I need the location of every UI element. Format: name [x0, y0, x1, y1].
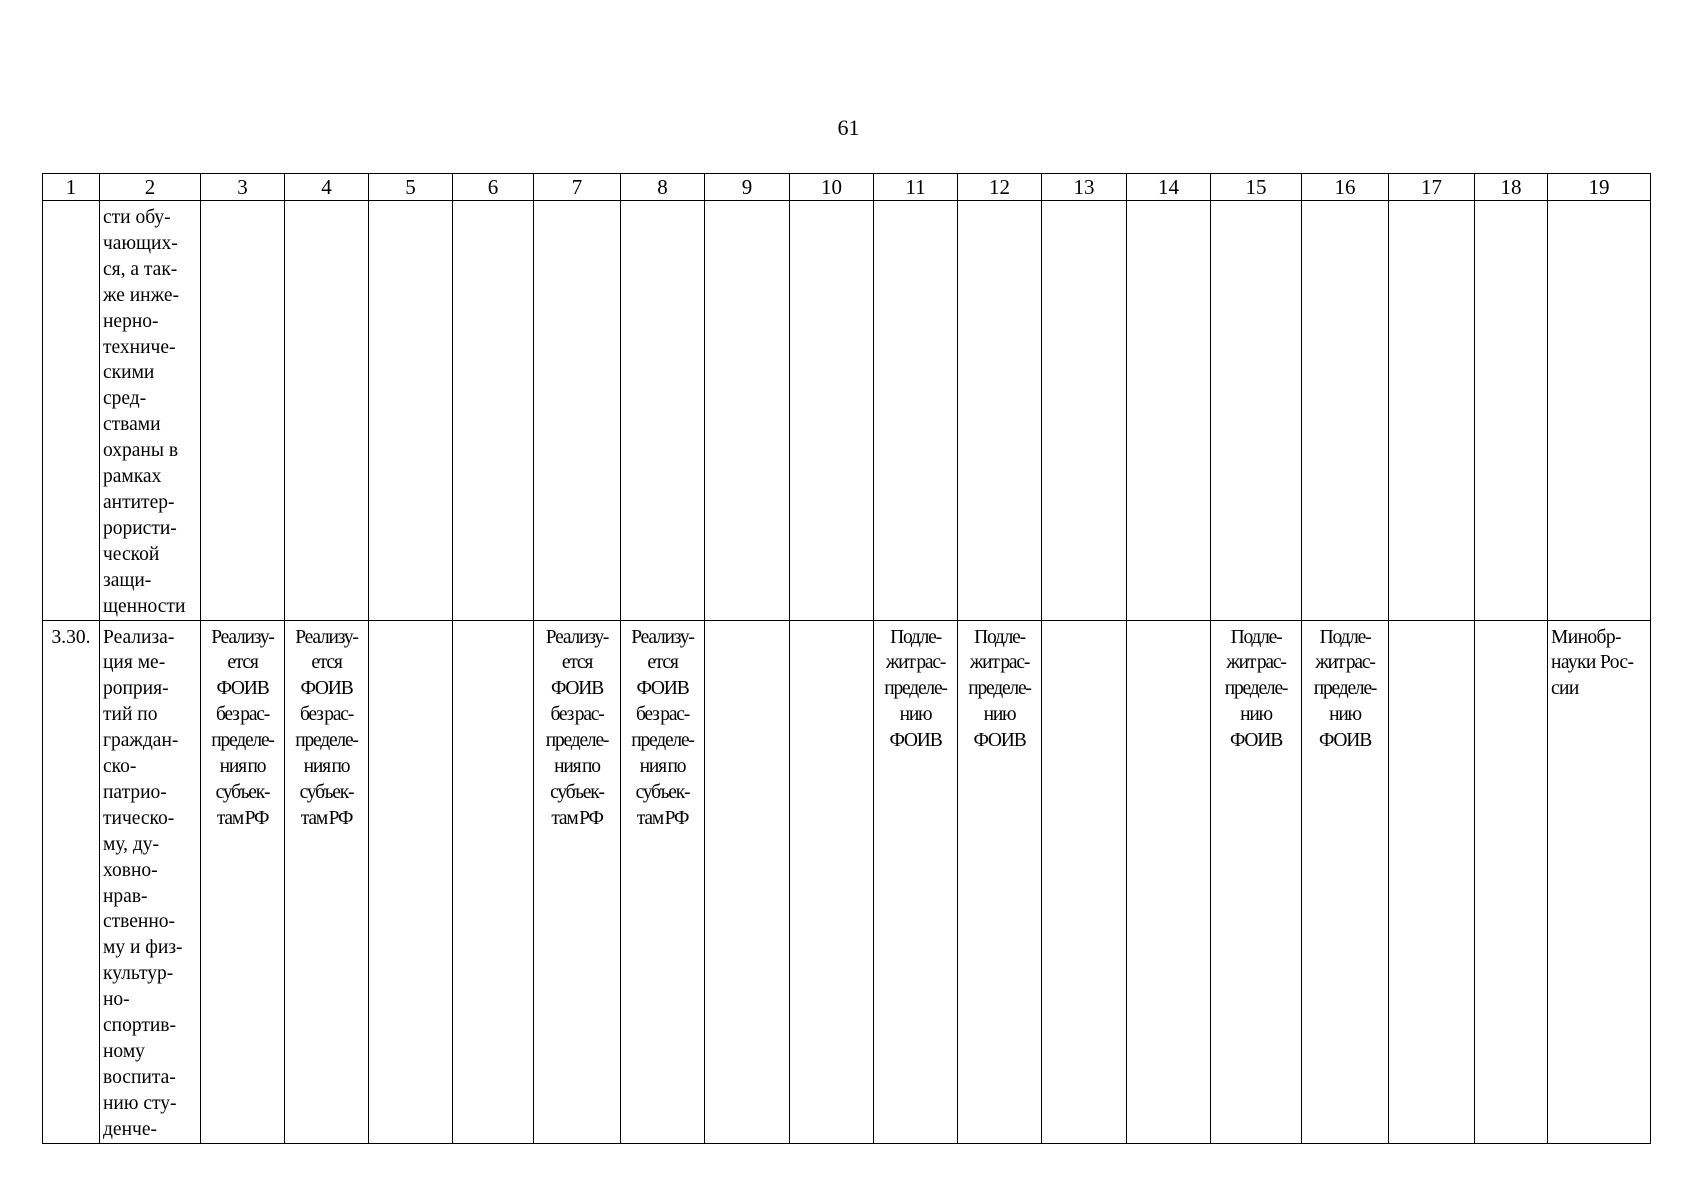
- table-cell: [705, 620, 790, 1143]
- cell-text-line: сред-: [103, 388, 147, 410]
- table-cell: [369, 620, 453, 1143]
- cell-text-line: пределе-: [295, 730, 358, 752]
- cell-text-line: техниче-: [103, 336, 176, 358]
- cell-text-line: ФОИВ: [1229, 730, 1282, 752]
- cell-text-line: там РФ: [551, 807, 603, 829]
- cell-text-line: ному: [103, 1041, 145, 1062]
- cell-text-line: без рас-: [299, 704, 354, 726]
- table-cell: [1548, 201, 1651, 621]
- cell-text-line: же инже-: [103, 284, 179, 306]
- table-row: [43, 620, 1651, 1143]
- cell-text-line: тий по: [103, 704, 158, 726]
- table-cell: [43, 201, 100, 621]
- cell-text-line: пределе-: [1224, 678, 1288, 700]
- cell-text-line: щенности: [103, 595, 186, 617]
- cell-text-line: без рас-: [550, 704, 604, 726]
- table-cell-description: [100, 620, 201, 1143]
- table-cell: [621, 620, 705, 1143]
- cell-text-line: пределе-: [545, 730, 609, 752]
- table-cell: [285, 620, 369, 1143]
- table-cell: [874, 620, 958, 1143]
- cell-text-line: Реализу-: [211, 626, 274, 648]
- cell-text-line: ФОИВ: [216, 678, 269, 700]
- cell-text-line: нрав-: [103, 885, 148, 907]
- cell-text-line: тическо-: [103, 807, 175, 829]
- cell-text-line: ния по: [554, 756, 600, 778]
- table-row: [43, 201, 1651, 621]
- cell-text-line: нию: [899, 704, 932, 726]
- table-cell: [1389, 620, 1475, 1143]
- cell-text-line: сии: [1551, 678, 1579, 700]
- column-header: 12: [958, 174, 1042, 201]
- cell-text-line: ся, а так-: [103, 258, 178, 280]
- cell-text-line: субъек-: [299, 781, 354, 803]
- cell-text-line: субъек-: [215, 781, 270, 803]
- cell-text-line: жит рас-: [885, 652, 946, 674]
- column-header: 3: [201, 174, 285, 201]
- data-table: [42, 173, 1651, 1144]
- column-header: 17: [1389, 174, 1475, 201]
- table-cell: [1475, 201, 1548, 621]
- cell-text-line: му и физ-: [103, 937, 183, 959]
- cell-text-line: ческой: [103, 543, 160, 565]
- column-header: 9: [705, 174, 790, 201]
- column-header: 11: [874, 174, 958, 201]
- cell-text-line: скими: [103, 362, 155, 384]
- cell-text-line: пределе-: [211, 730, 274, 752]
- cell-text-line: ФОИВ: [300, 678, 353, 700]
- table-cell: [1302, 201, 1389, 621]
- cell-text-line: антитер-: [103, 491, 175, 513]
- cell-text-line: нию: [1329, 704, 1361, 726]
- table-cell-description: [100, 201, 201, 621]
- cell-text-line: нию: [1240, 704, 1272, 726]
- cell-text-line: ния по: [219, 756, 266, 778]
- cell-text-line: пределе-: [884, 678, 947, 700]
- table-cell-responsible: [1548, 620, 1651, 1143]
- cell-text-line: ственно-: [103, 911, 176, 933]
- table-cell-item-number: 3.30.: [43, 620, 100, 1143]
- column-header: 6: [453, 174, 534, 201]
- column-header: 14: [1127, 174, 1211, 201]
- cell-text-line: там РФ: [300, 807, 353, 829]
- cell-text-line: жит рас-: [969, 652, 1030, 674]
- cell-text-line: спортив-: [103, 1015, 176, 1037]
- header-row: [43, 174, 1651, 201]
- cell-text-line: Реализу-: [295, 626, 358, 648]
- table-cell: [1127, 620, 1211, 1143]
- cell-text-line: граждан-: [103, 730, 179, 752]
- cell-text-line: ется: [561, 652, 593, 674]
- table-cell: [201, 620, 285, 1143]
- cell-text-line: без рас-: [635, 704, 690, 726]
- cell-text-line: Реализу-: [631, 626, 694, 648]
- cell-text-line: Реализу-: [545, 626, 609, 648]
- cell-text-line: ция ме-: [103, 652, 166, 674]
- cell-text-line: ствами: [103, 414, 161, 436]
- column-header: 15: [1211, 174, 1302, 201]
- cell-text-line: ния по: [303, 756, 350, 778]
- table-cell: [958, 620, 1042, 1143]
- column-header: 16: [1302, 174, 1389, 201]
- cell-text-line: патрио-: [103, 781, 167, 803]
- cell-text-line: пределе-: [1313, 678, 1377, 700]
- cell-text-line: нию сту-: [103, 1092, 177, 1114]
- column-header: 1: [43, 174, 100, 201]
- cell-text-line: ховно-: [103, 859, 158, 881]
- cell-text-line: ется: [647, 652, 678, 674]
- column-header: 19: [1548, 174, 1651, 201]
- table-cell: [534, 620, 621, 1143]
- table-cell: [1211, 201, 1302, 621]
- cell-text-line: ско-: [103, 756, 137, 778]
- column-header: 10: [790, 174, 874, 201]
- table-cell: [369, 201, 453, 621]
- cell-text-line: науки Рос-: [1551, 652, 1634, 674]
- cell-text-line: нерно-: [103, 310, 159, 332]
- cell-text-line: Минобр-: [1551, 626, 1621, 648]
- cell-text-line: культур-: [103, 963, 174, 985]
- cell-text-line: чающих-: [103, 232, 178, 254]
- cell-text-line: ФОИВ: [636, 678, 689, 700]
- cell-text-line: рамках: [103, 466, 162, 488]
- cell-text-line: роприя-: [103, 678, 169, 700]
- column-header: 18: [1475, 174, 1548, 201]
- cell-text-line: Реализа-: [103, 626, 175, 648]
- table-cell: [621, 201, 705, 621]
- cell-text-line: му, ду-: [103, 833, 160, 855]
- cell-text-line: рористи-: [103, 517, 177, 539]
- table-cell: [705, 201, 790, 621]
- column-header: 4: [285, 174, 369, 201]
- cell-text-line: воспита-: [103, 1066, 176, 1088]
- cell-text-line: жит рас-: [1226, 652, 1286, 674]
- cell-text-line: ния по: [639, 756, 686, 778]
- table-cell: [1302, 620, 1389, 1143]
- column-header: 13: [1042, 174, 1127, 201]
- cell-text-line: ФОИВ: [889, 730, 942, 752]
- table-cell: [1042, 620, 1127, 1143]
- column-header: 7: [534, 174, 621, 201]
- cell-text-line: без рас-: [215, 704, 270, 726]
- table-cell: [958, 201, 1042, 621]
- cell-text-line: Подле-: [1230, 626, 1282, 648]
- cell-text-line: нию: [983, 704, 1016, 726]
- cell-text-line: Подле-: [890, 626, 941, 648]
- column-header: 2: [100, 174, 201, 201]
- cell-text-line: защи-: [103, 569, 152, 591]
- table-cell: [874, 201, 958, 621]
- table-cell: [453, 620, 534, 1143]
- table-cell: [285, 201, 369, 621]
- cell-text-line: ется: [227, 652, 258, 674]
- table-cell: [790, 620, 874, 1143]
- table-cell: [1211, 620, 1302, 1143]
- cell-text-line: субъек-: [550, 781, 604, 803]
- cell-text-line: пределе-: [631, 730, 694, 752]
- table-cell: [1042, 201, 1127, 621]
- cell-text-line: пределе-: [968, 678, 1031, 700]
- column-header: 5: [369, 174, 453, 201]
- table-cell: [534, 201, 621, 621]
- cell-text-line: Подле-: [1319, 626, 1371, 648]
- table-cell: [1475, 620, 1548, 1143]
- cell-text-line: Подле-: [974, 626, 1025, 648]
- cell-text-line: жит рас-: [1315, 652, 1375, 674]
- column-header: 8: [621, 174, 705, 201]
- cell-text-line: охраны в: [103, 440, 179, 462]
- table-cell: [1389, 201, 1475, 621]
- cell-text-line: субъек-: [635, 781, 690, 803]
- cell-text-line: ФОИВ: [973, 730, 1026, 752]
- cell-text-line: там РФ: [636, 807, 689, 829]
- cell-text-line: сти обу-: [103, 207, 171, 228]
- table-cell: [453, 201, 534, 621]
- cell-text-line: ФОИВ: [1318, 730, 1371, 752]
- table-cell: [790, 201, 874, 621]
- table-cell: [201, 201, 285, 621]
- cell-text-line: денче-: [103, 1118, 157, 1140]
- cell-text-line: но-: [103, 989, 130, 1011]
- table-cell: [1127, 201, 1211, 621]
- cell-text-line: там РФ: [216, 807, 269, 829]
- page-number: 61: [837, 115, 860, 140]
- cell-text-line: ется: [311, 652, 342, 674]
- cell-text-line: ФОИВ: [550, 678, 603, 700]
